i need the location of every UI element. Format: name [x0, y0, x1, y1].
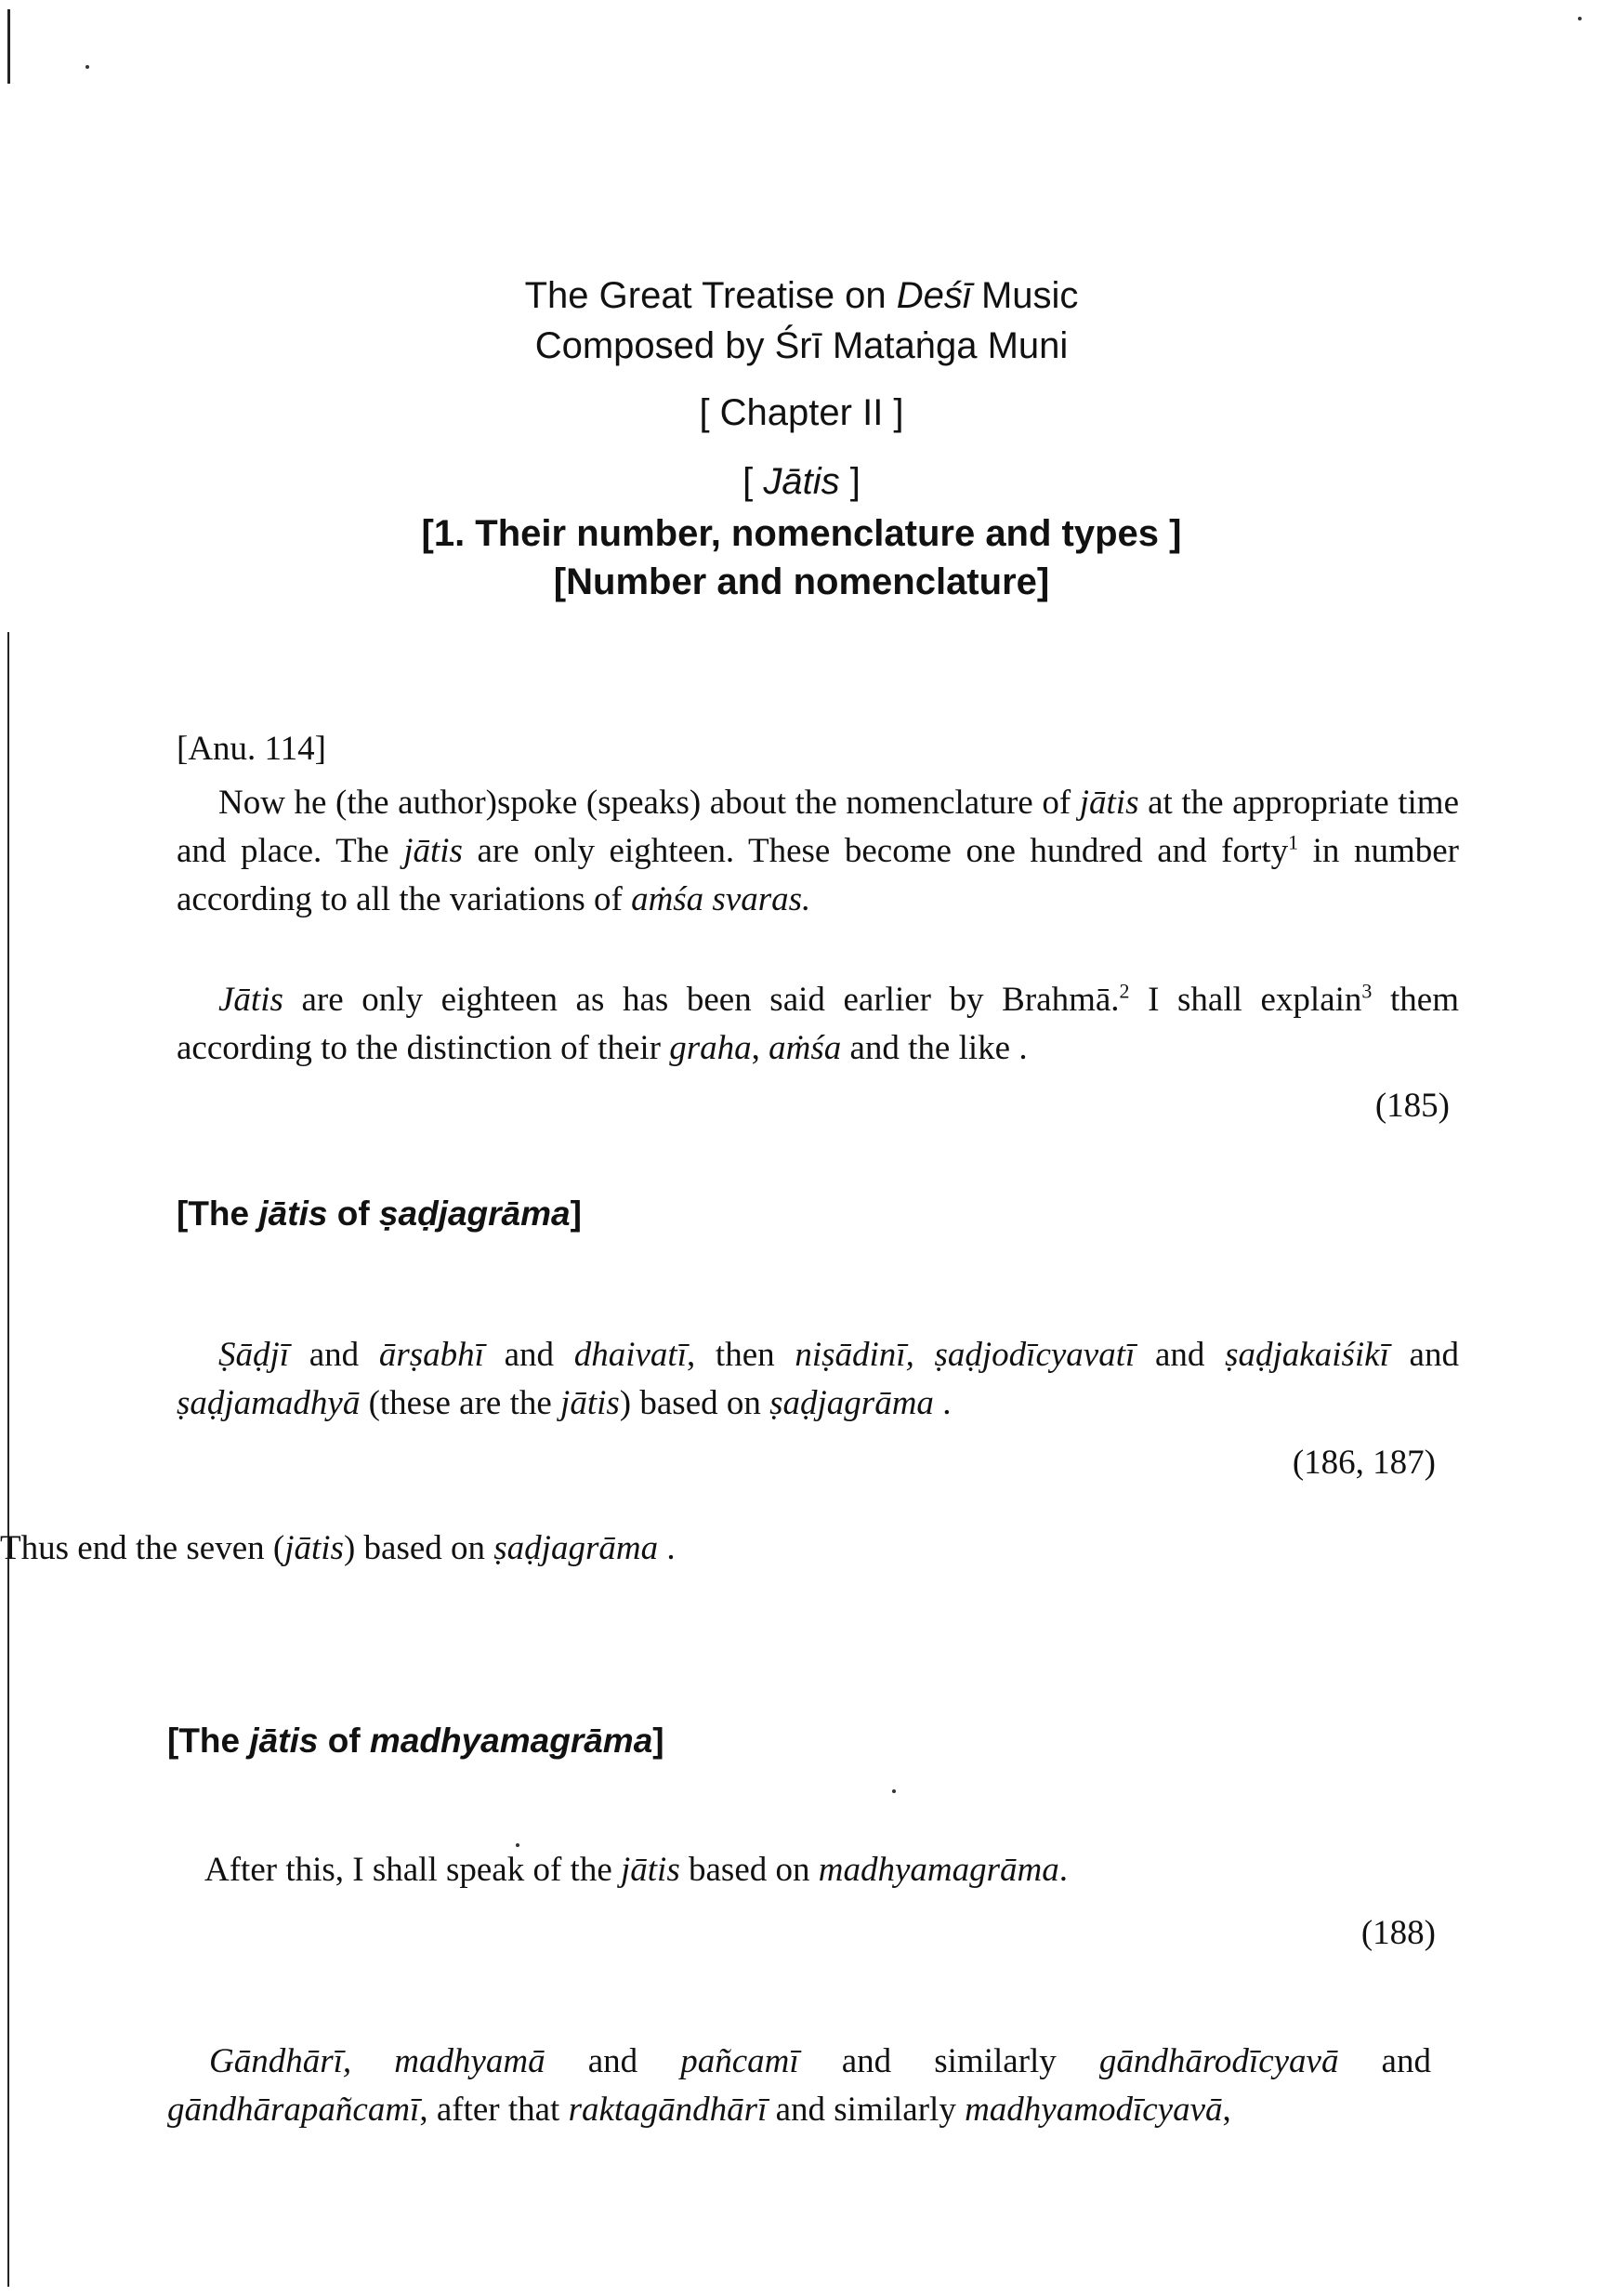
verse-number: (186, 187) — [1292, 1444, 1436, 1482]
scan-speck — [1578, 17, 1582, 20]
verse-paragraph: After this, I shall speak of the jātis based on madhyamagrāma. — [204, 1851, 1068, 1889]
chapter-heading: [ Chapter II ] — [699, 392, 904, 433]
verse-paragraph: Ṣāḍjī and ārṣabhī and dhaivatī, then niṣādinī, ṣaḍjodīcyavatī and ṣaḍjakaiśikī and ṣaḍjamadhyā (these are the jātis) based on ṣaḍjagrāma . — [177, 1336, 1459, 1422]
title-line-1: The Great Treatise on Deśī Music — [524, 275, 1079, 316]
colophon-line: Thus end the seven (jātis) based on ṣaḍjagrāma . — [0, 1529, 676, 1567]
verse-paragraph: Gāndhārī, madhyamā and pañcamī and similarly gāndhārodīcyavā and gāndhārapañcamī, after that raktagāndhārī and similarly madhyamodīcyavā, — [167, 2042, 1431, 2129]
verse-number: (185) — [1374, 1087, 1450, 1125]
section-heading: [ Jātis ] — [742, 461, 861, 502]
paragraph: Now he (the author)spoke (speaks) about the nomenclature of jātis at the appropriate time and place. The jātis are only eighteen. These become one hundred and forty$^1$ in number according to all the variations of aṁśa svaras. — [177, 784, 1460, 918]
scan-speck — [892, 1789, 896, 1793]
subsubsection-heading: [Number and nomenclature] — [553, 561, 1050, 602]
anu-reference: [Anu. 114] — [177, 730, 326, 768]
section-heading-sadjagrama: [The jātis of ṣaḍjagrāma] — [177, 1194, 582, 1233]
scan-edge-mark — [7, 9, 10, 84]
subsection-heading: [1. Their number, nomenclature and types ] — [421, 513, 1182, 554]
scan-speck — [85, 65, 89, 69]
section-heading-madhyamagrama: [The jātis of madhyamagrāma] — [167, 1722, 664, 1760]
scan-edge-line — [7, 632, 9, 2287]
title-line-2: Composed by Śrī Mataṅga Muni — [534, 325, 1069, 366]
verse-number: (188) — [1360, 1914, 1436, 1952]
verse-paragraph: Jātis are only eighteen as has been said earlier by Brahmā.$^2$ I shall explain$^3$ them according to the distinction of their graha, aṁśa and the like . — [177, 979, 1459, 1067]
